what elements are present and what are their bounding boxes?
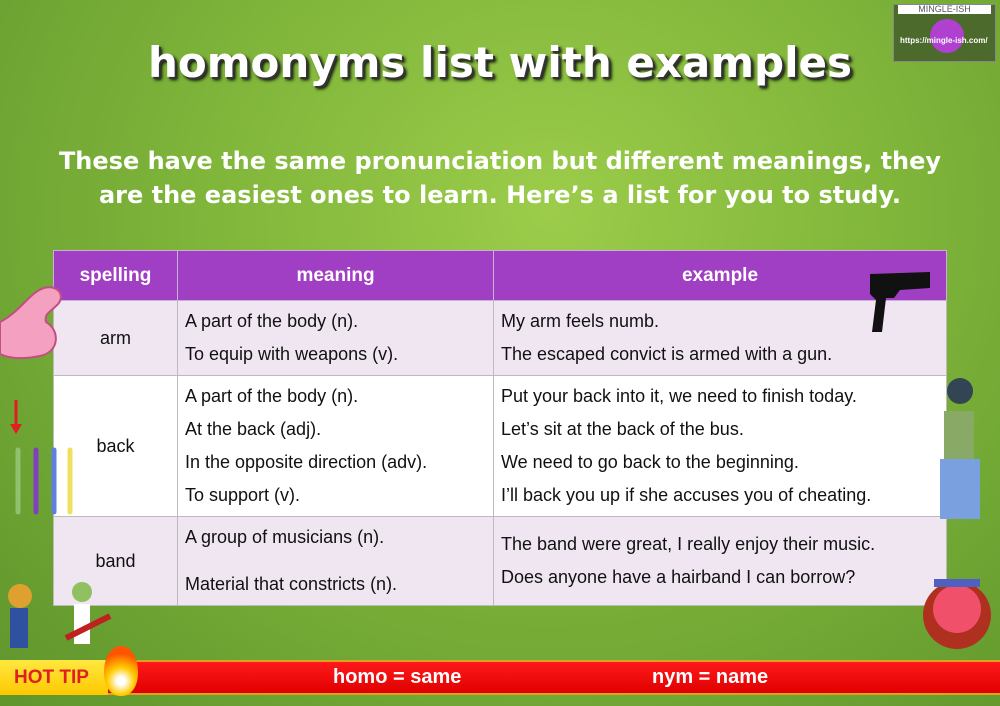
header-example: example (494, 251, 947, 301)
example: Put your back into it, we need to finish today. (501, 386, 857, 406)
meaning-cell (178, 376, 494, 517)
table-row (54, 301, 947, 376)
people-icon (4, 400, 76, 520)
hot-tip-bar (0, 660, 1000, 695)
spelling-cell: arm (54, 301, 178, 376)
meaning: In the opposite direction (adv). (185, 452, 428, 472)
header-meaning: meaning (178, 251, 494, 301)
meaning: To support (v). (185, 485, 301, 505)
example-cell (494, 517, 947, 606)
gun-icon (866, 264, 934, 336)
meaning: At the back (adj). (185, 419, 322, 439)
table-header (54, 251, 947, 301)
spelling-cell: band (54, 517, 178, 606)
homonyms-table (53, 250, 947, 606)
hot-tip-label: HOT TIP (0, 660, 108, 695)
subtitle-line: are the easiest ones to learn. Here’s a list for you to study. (98, 181, 902, 209)
meaning: A part of the body (n). (185, 311, 359, 331)
logo-name: MINGLE-ISH (898, 5, 991, 14)
page-title: homonyms list with examples (148, 38, 852, 87)
girl-face-icon (920, 575, 994, 649)
site-logo (893, 4, 996, 62)
meaning: A group of musicians (n). (185, 527, 385, 547)
spacer (185, 554, 486, 568)
flame-icon (104, 646, 138, 696)
musicians-icon (0, 582, 120, 662)
example: We need to go back to the beginning. (501, 452, 799, 472)
example: The escaped convict is armed with a gun. (501, 344, 833, 364)
meaning: Material that constricts (n). (185, 574, 398, 594)
meaning: A part of the body (n). (185, 386, 359, 406)
example: My arm feels numb. (501, 311, 660, 331)
example: The band were great, I really enjoy their music. (501, 534, 876, 554)
meaning-cell (178, 301, 494, 376)
subtitle-line: These have the same pronunciation but different meanings, they (58, 147, 942, 175)
logo-url: https://mingle-ish.com/ (900, 36, 988, 45)
hot-tip-nym: nym = name (652, 666, 769, 688)
hot-tip-homo: homo = same (333, 666, 462, 688)
flexed-arm-icon (0, 282, 66, 362)
example: Let’s sit at the back of the bus. (501, 419, 744, 439)
table-row (54, 376, 947, 517)
meaning-cell (178, 517, 494, 606)
spelling-cell: back (54, 376, 178, 517)
subtitle (40, 144, 960, 212)
example-cell (494, 376, 947, 517)
header-spelling: spelling (54, 251, 178, 301)
example: Does anyone have a hairband I can borrow? (501, 567, 856, 587)
table-row (54, 517, 947, 606)
meaning: To equip with weapons (v). (185, 344, 399, 364)
example: I’ll back you up if she accuses you of cheating. (501, 485, 872, 505)
person-icon (926, 375, 998, 525)
